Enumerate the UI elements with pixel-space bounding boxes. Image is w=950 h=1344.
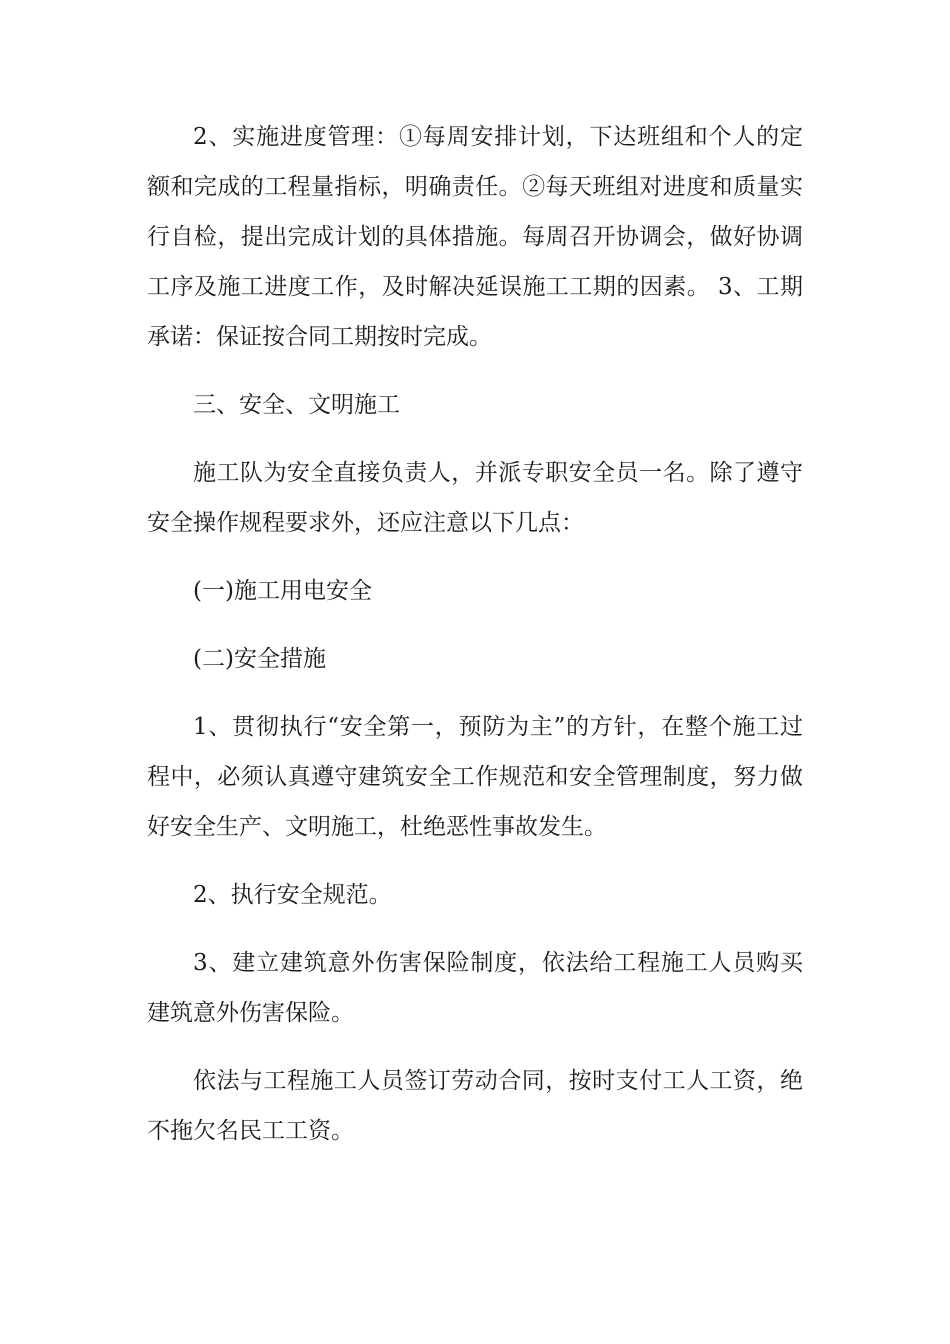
- paragraph-insurance: 3、建立建筑意外伤害保险制度，依法给工程施工人员购买建筑意外伤害保险。: [147, 950, 803, 1026]
- paragraph-safety-standards: 2、执行安全规范。: [193, 882, 392, 908]
- paragraph-schedule-management: 2、实施进度管理：①每周安排计划，下达班组和个人的定额和完成的工程量指标，明确责任。②每天班组对进度和质量实行自检，提出完成计划的具体措施。每周召开协调会，做好协调工序及施工进度工作，及时解决延误施工工期的因素。 3、工期承诺：保证按合同工期按时完成。: [147, 124, 803, 350]
- paragraph-safety-responsibility: 施工队为安全直接负责人，并派专职安全员一名。除了遵守安全操作规程要求外，还应注意以下几点：: [147, 460, 803, 536]
- section-heading-safety: 三、安全、文明施工: [193, 392, 400, 418]
- paragraph-safety-policy: 1、贯彻执行“安全第一，预防为主”的方针，在整个施工过程中，必须认真遵守建筑安全工作规范和安全管理制度，努力做好安全生产、文明施工，杜绝恶性事故发生。: [147, 714, 803, 840]
- document-body: [147, 112, 803, 1174]
- subheading-electrical-safety: (一)施工用电安全: [193, 578, 372, 604]
- subheading-safety-measures: (二)安全措施: [193, 646, 326, 672]
- paragraph-labor-contract: 依法与工程施工人员签订劳动合同，按时支付工人工资，绝不拖欠名民工工资。: [147, 1068, 803, 1144]
